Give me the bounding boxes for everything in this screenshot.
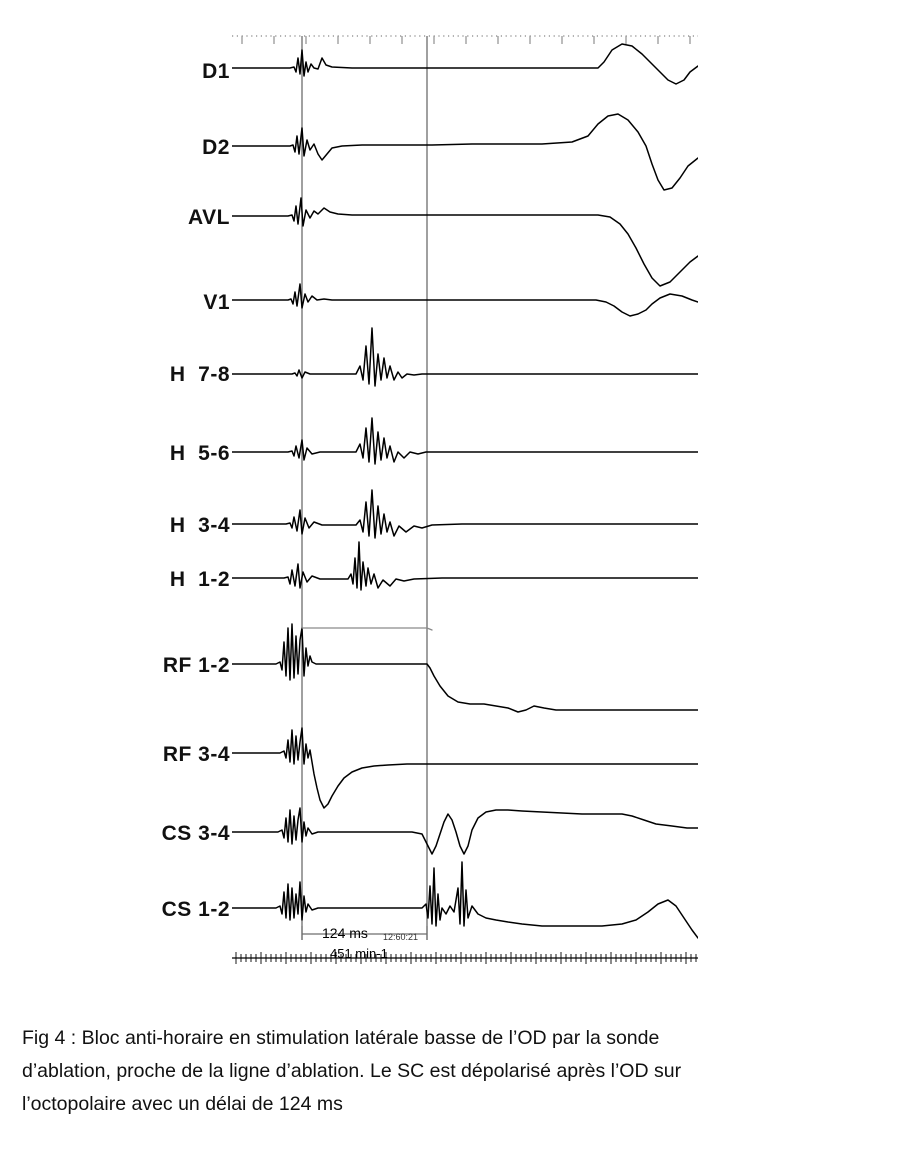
bottom-time-ruler [232, 952, 698, 964]
channel-label-h-5-6: H 5-6 [169, 442, 230, 465]
channel-label-h-3-4: H 3-4 [169, 514, 230, 537]
annotation-delay-value: 124 ms [322, 925, 368, 941]
annotation-rate-value: 451 min-1 [330, 946, 388, 961]
electrogram-plot [232, 28, 698, 968]
channel-label-h-7-8: H 7-8 [169, 363, 230, 386]
channel-label-h-1-2: H 1-2 [169, 568, 230, 591]
channel-label-v1: V1 [203, 291, 230, 314]
caption-line-2: d’ablation, proche de la ligne d’ablation. Le SC est dépolarisé après l’OD sur [22, 1060, 682, 1082]
caption-line-1: Fig 4 : Bloc anti-horaire en stimulation latérale basse de l’OD par la sonde [22, 1027, 660, 1049]
channel-label-rf-3-4: RF 3-4 [162, 743, 230, 766]
time-cursors [302, 36, 427, 940]
channel-label-d1: D1 [202, 60, 230, 83]
channel-label-cs-3-4: CS 3-4 [161, 822, 230, 845]
channel-label-avl: AVL [188, 206, 230, 229]
channel-label-cs-1-2: CS 1-2 [161, 898, 230, 921]
stim-marker-line [302, 628, 432, 630]
electrogram-traces [232, 28, 698, 968]
channel-label-column [90, 20, 230, 960]
channel-label-d2: D2 [202, 136, 230, 159]
annotation-timestamp: 12:60:21 [383, 932, 419, 942]
channel-label-rf-1-2: RF 1-2 [162, 654, 230, 677]
figure-caption [22, 1022, 882, 1121]
caption-line-3: l’octopolaire avec un délai de 124 ms [22, 1093, 343, 1115]
